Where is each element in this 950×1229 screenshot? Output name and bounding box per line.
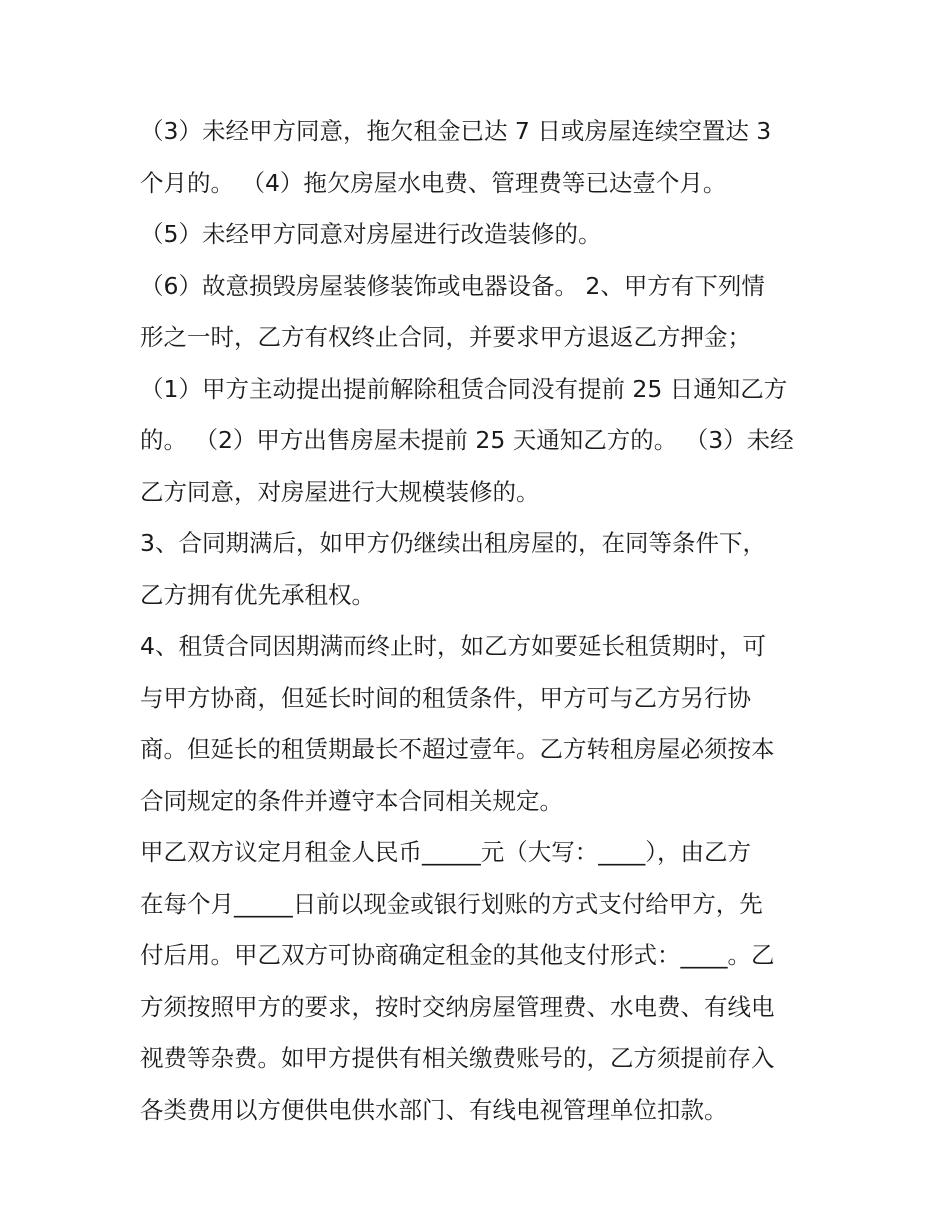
text-line: 甲乙双方议定月租金人民币_____元（大写：____），由乙方 xyxy=(140,838,751,866)
text-line: 形之一时，乙方有权终止合同，并要求甲方退返乙方押金； xyxy=(140,323,751,351)
contract-text xyxy=(140,106,830,1136)
text-line: （5）未经甲方同意对房屋进行改造装修的。 xyxy=(140,220,602,248)
text-line: （6）故意损毁房屋装修装饰或电器设备。 2、甲方有下列情 xyxy=(140,271,765,300)
text-line: 的。 （2）甲方出售房屋未提前 25 天通知乙方的。 （3）未经 xyxy=(140,426,794,454)
text-line: 视费等杂费。如甲方提供有相关缴费账号的，乙方须提前存入 xyxy=(140,1044,775,1072)
text-line: 在每个月_____日前以现金或银行划账的方式支付给甲方，先 xyxy=(140,889,763,918)
text-line: 商。但延长的租赁期最长不超过壹年。乙方转租房屋必须按本 xyxy=(140,735,775,763)
text-line: 方须按照甲方的要求，按时交纳房屋管理费、水电费、有线电 xyxy=(140,992,775,1021)
text-line: 付后用。甲乙双方可协商确定租金的其他支付形式：____。乙 xyxy=(140,941,775,969)
text-line: 乙方同意，对房屋进行大规模装修的。 xyxy=(140,477,540,506)
text-line: 4、租赁合同因期满而终止时，如乙方如要延长租赁期时，可 xyxy=(140,632,766,660)
text-line: 乙方拥有优先承租权。 xyxy=(140,580,375,609)
text-line: 个月的。 （4）拖欠房屋水电费、管理费等已达壹个月。 xyxy=(140,168,727,197)
text-line: 3、合同期满后，如甲方仍继续出租房屋的，在同等条件下， xyxy=(140,529,766,557)
text-line: 与甲方协商，但延长时间的租赁条件，甲方可与乙方另行协 xyxy=(140,683,751,712)
text-line: 各类费用以方便供电供水部门、有线电视管理单位扣款。 xyxy=(140,1095,728,1124)
text-line: （3）未经甲方同意，拖欠租金已达 7 日或房屋连续空置达 3 xyxy=(140,117,772,145)
text-line: （1）甲方主动提出提前解除租赁合同没有提前 25 日通知乙方 xyxy=(140,374,788,403)
text-line: 合同规定的条件并遵守本合同相关规定。 xyxy=(140,786,563,815)
